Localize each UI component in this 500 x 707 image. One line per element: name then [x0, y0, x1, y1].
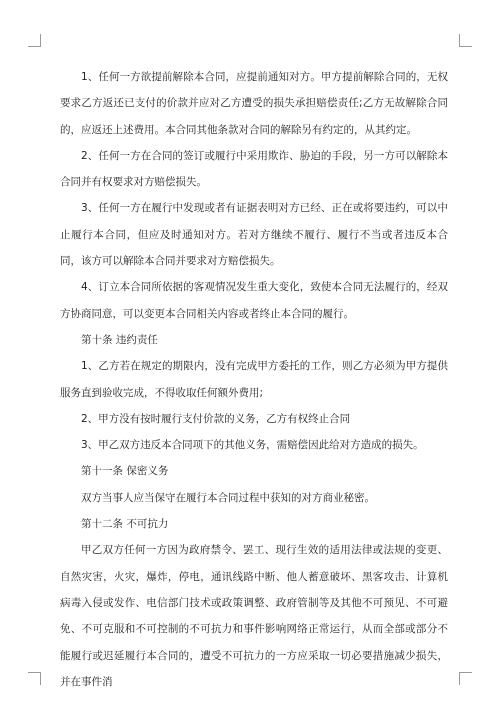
- clause-force-majeure: 甲乙双方任何一方因为政府禁令、罢工、现行生效的适用法律或法规的变更、自然灾害，火灾，爆炸，停电，通讯线路中断、他人蓄意破坏、黑客攻击、计算机病毒入侵或发作、电信部门技术或政策调整、政府管制等及其他不可预见、不可避免、不可克服和不可控制的不可抗力和事件影响网络正常运行，从而全部或部分不能履行或迟延履行本合同的，遭受不可抗力的一方应采取一切必要措施减少损失，并在事件消: [60, 544, 448, 688]
- clause-liability-2: 2、甲方没有按时履行支付价款的义务，乙方有权终止合同: [81, 412, 351, 425]
- clause-liability-1: 1、乙方若在规定的期限内，没有完成甲方委托的工作，则乙方必须为甲方提供服务直到验收完成，不得收取任何额外费用;: [60, 360, 448, 399]
- document-body: [60, 64, 448, 695]
- clause-termination-4: 4、订立本合同所依据的客观情况发生重大变化，致使本合同无法履行的，经双方协商同意，可以变更本合同相关内容或者终止本合同的履行。: [60, 281, 448, 320]
- heading-article-11: 第十一条 保密义务: [81, 465, 169, 478]
- clause-termination-2: 2、任何一方在合同的签订或履行中采用欺诈、胁迫的手段，另一方可以解除本合同并有权要求对方赔偿损失。: [60, 149, 448, 189]
- clause-termination-1: 1、任何一方欲提前解除本合同，应提前通知对方。甲方提前解除合同的，无权要求乙方返还已支付的价款并应对乙方遭受的损失承担赔偿责任;乙方无故解除合同的，应返还上述费用。本合同其他条款对合同的解除另有约定的，从其约定。: [60, 71, 448, 136]
- clause-termination-3: 3、任何一方在履行中发现或者有证据表明对方已经、正在或将要违约，可以中止履行本合同，但应及时通知对方。若对方继续不履行、履行不当或者违反本合同，该方可以解除本合同并要求对方赔偿损失。: [60, 202, 448, 268]
- crop-mark-bottom-left: [28, 672, 41, 685]
- crop-mark-bottom-right: [459, 672, 472, 685]
- crop-mark-top-left: [28, 34, 41, 47]
- crop-mark-top-right: [459, 34, 472, 47]
- clause-liability-3: 3、甲乙双方违反本合同项下的其他义务，需赔偿因此给对方造成的损失。: [81, 439, 424, 452]
- heading-article-12: 第十二条 不可抗力: [81, 518, 169, 531]
- heading-article-10: 第十条 违约责任: [81, 333, 158, 346]
- clause-confidentiality: 双方当事人应当保守在履行本合同过程中获知的对方商业秘密。: [81, 491, 375, 504]
